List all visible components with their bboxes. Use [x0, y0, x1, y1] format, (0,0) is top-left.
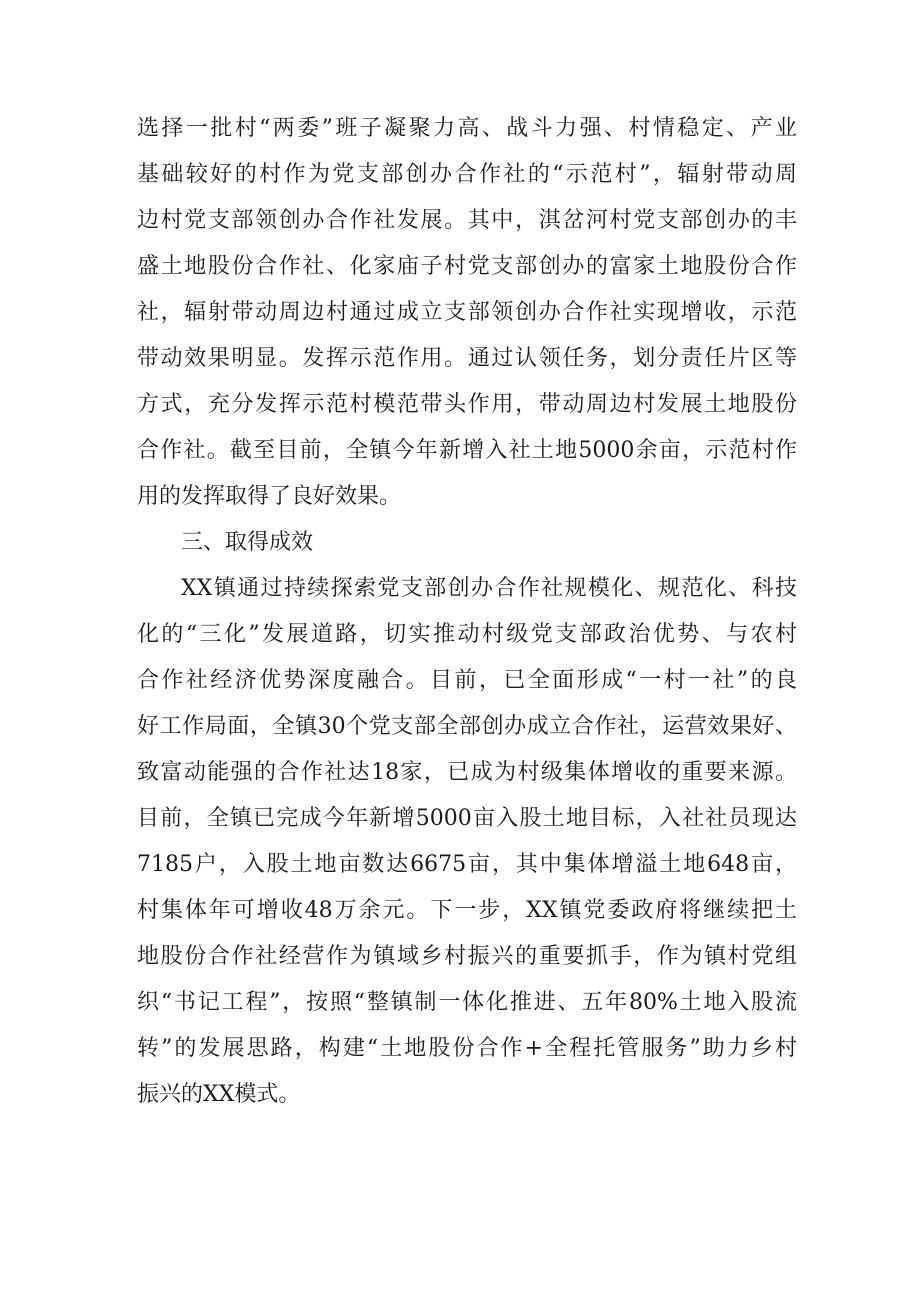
- paragraph-1-line-9: 用的发挥取得了良好效果。: [137, 484, 402, 509]
- paragraph-1-line-2: 基础较好的村作为党支部创办合作社的“示范村”，辐射带动周: [137, 162, 797, 187]
- paragraph-2-line-10: 织“书记工程”，按照“整镇制一体化推进、五年80%土地入股流: [137, 990, 797, 1015]
- paragraph-2-line-11: 转”的发展思路，构建“土地股份合作+全程托管服务”助力乡村: [137, 1036, 797, 1061]
- paragraph-1-line-8: 合作社。截至目前，全镇今年新增入社土地5000余亩，示范村作: [137, 438, 797, 463]
- paragraph-2-line-7: 7185户，入股土地亩数达6675亩，其中集体增溢土地648亩，: [137, 852, 797, 877]
- paragraph-1-line-4: 盛土地股份合作社、化家庙子村党支部创办的富家土地股份合作: [137, 254, 797, 279]
- paragraph-1-line-6: 带动效果明显。发挥示范作用。通过认领任务，划分责任片区等: [137, 346, 797, 371]
- paragraph-1-line-7: 方式，充分发挥示范村模范带头作用，带动周边村发展土地股份: [137, 392, 797, 417]
- paragraph-1-line-1: 选择一批村“两委”班子凝聚力高、战斗力强、村情稳定、产业: [137, 116, 797, 141]
- paragraph-2-line-5: 致富动能强的合作社达18家，已成为村级集体增收的重要来源。: [137, 760, 797, 785]
- paragraph-2-line-8: 村集体年可增收48万余元。下一步，XX镇党委政府将继续把土: [137, 898, 797, 923]
- paragraph-2-line-2: 化的“三化”发展道路，切实推动村级党支部政治优势、与农村: [137, 622, 797, 647]
- paragraph-2-line-12: 振兴的XX模式。: [137, 1082, 301, 1107]
- section-heading: 三、取得成效: [181, 530, 314, 555]
- paragraph-2-line-6: 目前，全镇已完成今年新增5000亩入股土地目标，入社社员现达: [137, 806, 797, 831]
- paragraph-1-line-3: 边村党支部领创办合作社发展。其中，淇岔河村党支部创办的丰: [137, 208, 797, 233]
- paragraph-2-line-1: XX镇通过持续探索党支部创办合作社规模化、规范化、科技: [181, 576, 797, 601]
- paragraph-1-line-5: 社，辐射带动周边村通过成立支部领创办合作社实现增收，示范: [137, 300, 797, 325]
- paragraph-2-line-4: 好工作局面，全镇30个党支部全部创办成立合作社，运营效果好、: [137, 714, 797, 739]
- paragraph-2-line-3: 合作社经济优势深度融合。目前，已全面形成“一村一社”的良: [137, 668, 797, 693]
- paragraph-2-line-9: 地股份合作社经营作为镇域乡村振兴的重要抓手，作为镇村党组: [137, 944, 797, 969]
